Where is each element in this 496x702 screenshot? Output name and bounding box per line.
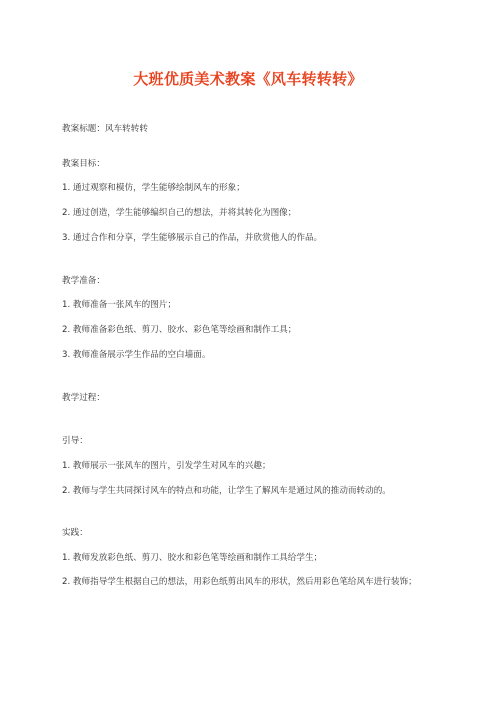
practice-heading: 实践： (62, 528, 88, 538)
preparation-item-2: 2. 教师准备彩色纸、剪刀、胶水、彩色笔等绘画和制作工具； (62, 325, 297, 335)
process-heading: 教学过程： (62, 393, 105, 403)
lesson-title: 教案标题：风车转转转 (62, 124, 148, 134)
objective-item-2: 2. 通过创造，学生能够编织自己的想法，并将其转化为图像； (62, 208, 297, 218)
intro-heading: 引导： (62, 436, 88, 446)
preparation-item-3: 3. 教师准备展示学生作品的空白墙面。 (62, 350, 211, 360)
document-title: 大班优质美术教案《风车转转转》 (133, 70, 363, 88)
objectives-heading: 教案目标： (62, 159, 105, 169)
practice-item-1: 1. 教师发放彩色纸、剪刀、胶水和彩色笔等绘画和制作工具给学生； (62, 553, 323, 563)
preparation-item-1: 1. 教师准备一张风车的图片； (62, 300, 177, 310)
intro-item-1: 1. 教师展示一张风车的图片，引发学生对风车的兴趣； (62, 461, 271, 471)
intro-item-2: 2. 教师与学生共同探讨风车的特点和功能，让学生了解风车是通过风的推动而转动的。 (62, 486, 391, 496)
practice-item-2: 2. 教师指导学生根据自己的想法，用彩色纸剪出风车的形状，然后用彩色笔给风车进行装饰； (62, 577, 417, 587)
objective-item-1: 1. 通过观察和模仿，学生能够绘制风车的形象； (62, 183, 245, 193)
preparation-heading: 教学准备： (62, 276, 105, 286)
objective-item-3: 3. 通过合作和分享，学生能够展示自己的作品，并欣赏他人的作品。 (62, 233, 323, 243)
